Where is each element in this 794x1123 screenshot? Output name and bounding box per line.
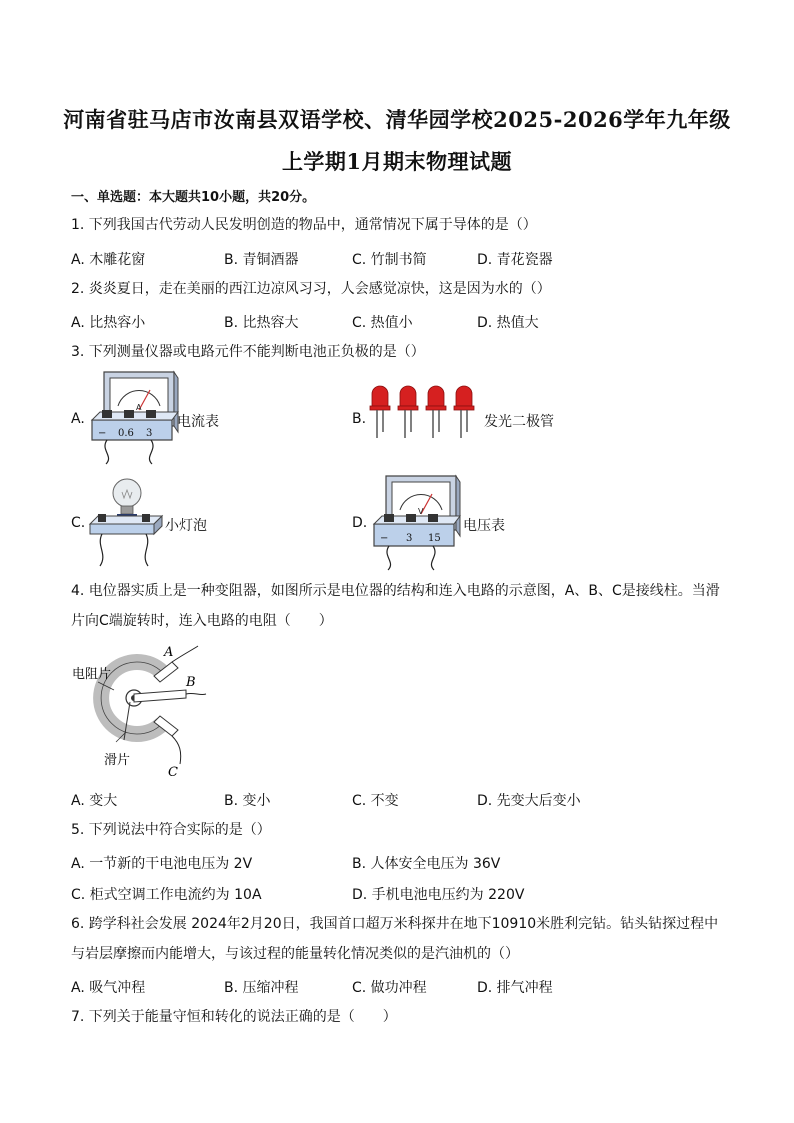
question-2-stem: 2. 炎炎夏日，走在美丽的西江边凉风习习，人会感觉凉快，这是因为水的（）: [71, 281, 551, 297]
question-6-stem-line-1: 6. 跨学科社会发展 2024年2月20日，我国首口超万米科探井在地下10910米胜利完钻。钻头钻探过程中: [71, 916, 719, 932]
question-5-option-a[interactable]: A. 一节新的干电池电压为 2V: [71, 856, 253, 872]
question-2-option-c[interactable]: C. 热值小: [352, 315, 413, 331]
slider-label: 滑片: [104, 753, 131, 768]
page-title-line-1: 河南省驻马店市汝南县双语学校、清华园学校2025-2026学年九年级: [63, 107, 731, 132]
question-7-stem: 7. 下列关于能量守恒和转化的说法正确的是（ ）: [71, 1009, 397, 1025]
question-5-option-d[interactable]: D. 手机电池电压约为 220V: [352, 887, 525, 903]
ammeter-terminal-06: 0.6: [118, 428, 134, 439]
potentiometer-diagram: [68, 640, 228, 780]
question-2-option-b[interactable]: B. 比热容大: [224, 315, 299, 331]
voltmeter-symbol: V: [418, 507, 424, 516]
question-1-option-c[interactable]: C. 竹制书简: [352, 252, 427, 268]
question-2-option-a[interactable]: A. 比热容小: [71, 315, 146, 331]
question-5-option-c[interactable]: C. 柜式空调工作电流约为 10A: [71, 887, 262, 903]
question-3-option-c-letter[interactable]: C.: [71, 515, 86, 531]
question-3-option-b-label[interactable]: 发光二极管: [484, 414, 554, 430]
resistor-label: 电阻片: [72, 667, 112, 682]
voltmeter-terminal-3: 3: [406, 533, 413, 544]
question-4-stem-line-1: 4. 电位器实质上是一种变阻器，如图所示是电位器的结构和连入电路的示意图，A、B、C是接线柱。当滑: [71, 583, 720, 599]
voltmeter-terminal-15: 15: [428, 533, 441, 544]
voltmeter-illustration: [370, 474, 464, 572]
question-3-option-a-label[interactable]: 电流表: [177, 414, 219, 430]
question-2-option-d[interactable]: D. 热值大: [477, 315, 539, 331]
terminal-a-label: A: [164, 645, 174, 660]
terminal-b-label: B: [186, 675, 196, 690]
question-1-option-b[interactable]: B. 青铜酒器: [224, 252, 299, 268]
section-heading: 一、单选题：本大题共10小题，共20分。: [71, 190, 316, 205]
ammeter-symbol: A: [136, 403, 142, 412]
question-4-option-d[interactable]: D. 先变大后变小: [477, 793, 581, 809]
light-bulb-illustration: [86, 476, 166, 568]
ammeter-illustration: [88, 370, 180, 466]
question-5-option-b[interactable]: B. 人体安全电压为 36V: [352, 856, 501, 872]
question-3-stem: 3. 下列测量仪器或电路元件不能判断电池正负极的是（）: [71, 344, 425, 360]
voltmeter-terminal-neg: −: [380, 533, 389, 544]
question-3-option-d-label[interactable]: 电压表: [463, 518, 505, 534]
question-6-option-d[interactable]: D. 排气冲程: [477, 980, 553, 996]
question-4-option-c[interactable]: C. 不变: [352, 793, 399, 809]
question-1-stem: 1. 下列我国古代劳动人民发明创造的物品中，通常情况下属于导体的是（）: [71, 217, 537, 233]
terminal-c-label: C: [168, 765, 178, 780]
question-4-stem-line-2: 片向C端旋转时，连入电路的电阻（ ）: [71, 613, 333, 629]
question-6-option-b[interactable]: B. 压缩冲程: [224, 980, 299, 996]
question-3-option-c-label[interactable]: 小灯泡: [165, 518, 207, 534]
led-illustration: [366, 384, 486, 440]
question-6-option-c[interactable]: C. 做功冲程: [352, 980, 427, 996]
ammeter-terminal-3: 3: [146, 428, 153, 439]
ammeter-terminal-neg: −: [98, 428, 107, 439]
page-title-line-2: 上学期1月期末物理试题: [281, 149, 513, 174]
question-3-option-d-letter[interactable]: D.: [352, 515, 368, 531]
question-1-option-a[interactable]: A. 木雕花窗: [71, 252, 146, 268]
question-4-option-a[interactable]: A. 变大: [71, 793, 118, 809]
question-1-option-d[interactable]: D. 青花瓷器: [477, 252, 553, 268]
question-3-option-b-letter[interactable]: B.: [352, 411, 367, 427]
question-6-stem-line-2: 与岩层摩擦而内能增大，与该过程的能量转化情况类似的是汽油机的（）: [71, 946, 519, 962]
question-5-stem: 5. 下列说法中符合实际的是（）: [71, 822, 271, 838]
question-3-option-a-letter[interactable]: A.: [71, 411, 85, 427]
question-4-option-b[interactable]: B. 变小: [224, 793, 271, 809]
question-6-option-a[interactable]: A. 吸气冲程: [71, 980, 146, 996]
